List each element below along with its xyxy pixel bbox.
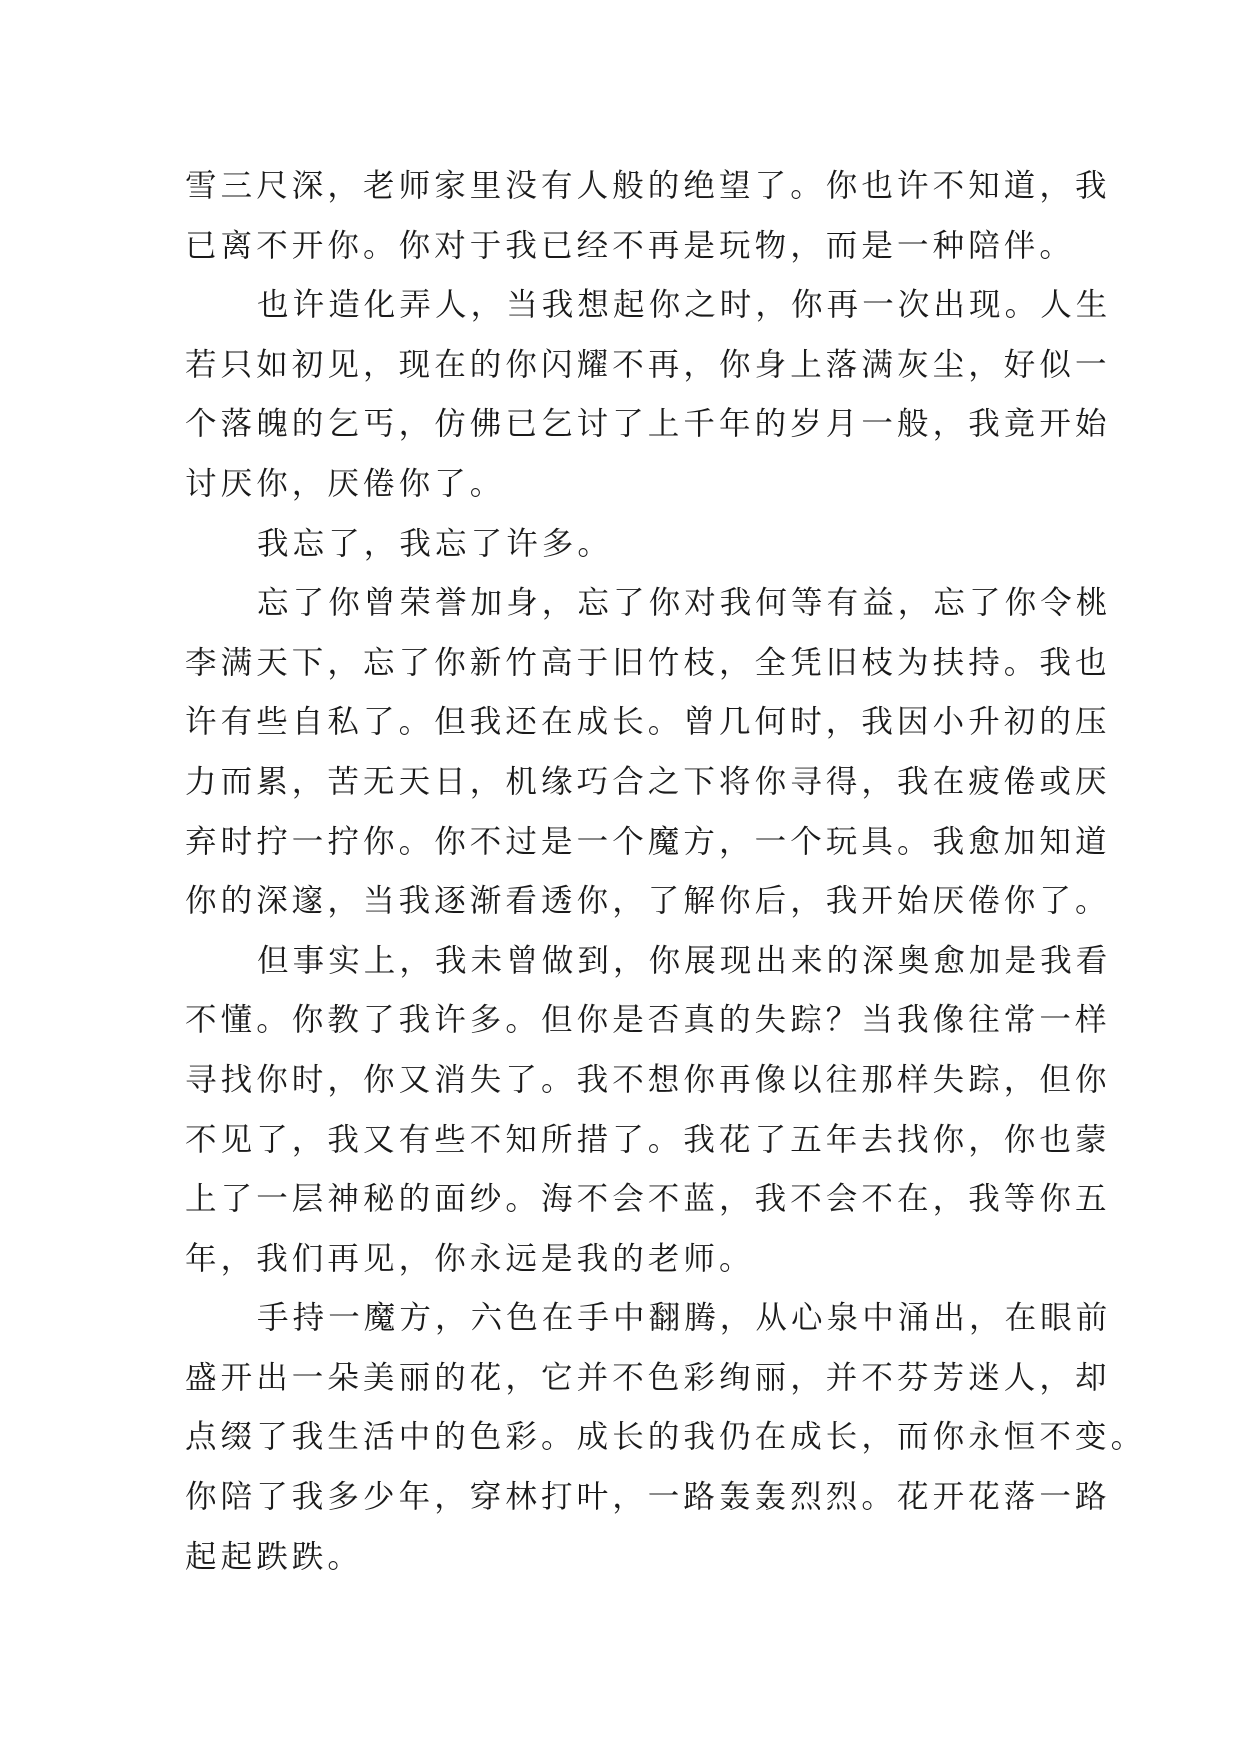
text-line: 点缀了我生活中的色彩。成长的我仍在成长，而你永恒不变。 xyxy=(185,1419,1147,1456)
text-line: 盛开出一朵美丽的花，它并不色彩绚丽，并不芬芳迷人，却 xyxy=(185,1359,1111,1396)
text-line: 年，我们再见，你永远是我的老师。 xyxy=(185,1240,755,1277)
text-line: 寻找你时，你又消失了。我不想你再像以往那样失踪，但你 xyxy=(185,1061,1111,1098)
text-line: 个落魄的乞丐，仿佛已乞讨了上千年的岁月一般，我竟开始 xyxy=(185,406,1111,443)
text-line: 许有些自私了。但我还在成长。曾几何时，我因小升初的压 xyxy=(185,704,1111,741)
text-line: 弃时拧一拧你。你不过是一个魔方，一个玩具。我愈加知道 xyxy=(185,823,1111,860)
text-line: 不见了，我又有些不知所措了。我花了五年去找你，你也蒙 xyxy=(185,1121,1111,1158)
text-line: 忘了你曾荣誉加身，忘了你对我何等有益，忘了你令桃 xyxy=(257,585,1112,622)
text-line: 你陪了我多少年，穿林打叶，一路轰轰烈烈。花开花落一路 xyxy=(185,1479,1111,1516)
text-line: 李满天下，忘了你新竹高于旧竹枝，全凭旧枝为扶持。我也 xyxy=(185,644,1111,681)
text-line: 上了一层神秘的面纱。海不会不蓝，我不会不在，我等你五 xyxy=(185,1181,1111,1218)
text-line: 若只如初见，现在的你闪耀不再，你身上落满灰尘，好似一 xyxy=(185,346,1111,383)
text-line: 我忘了，我忘了许多。 xyxy=(257,525,614,562)
text-line: 手持一魔方，六色在手中翻腾，从心泉中涌出，在眼前 xyxy=(257,1300,1112,1337)
text-line: 你的深邃，当我逐渐看透你，了解你后，我开始厌倦你了。 xyxy=(185,883,1111,920)
text-line: 力而累，苦无天日，机缘巧合之下将你寻得，我在疲倦或厌 xyxy=(185,763,1111,800)
text-line: 起起跌跌。 xyxy=(185,1538,364,1575)
text-line: 不懂。你教了我许多。但你是否真的失踪？当我像往常一样 xyxy=(185,1002,1111,1039)
text-line: 但事实上，我未曾做到，你展现出来的深奥愈加是我看 xyxy=(257,942,1112,979)
text-line: 讨厌你，厌倦你了。 xyxy=(185,465,506,502)
text-line: 已离不开你。你对于我已经不再是玩物，而是一种陪伴。 xyxy=(185,227,1076,264)
text-line: 也许造化弄人，当我想起你之时，你再一次出现。人生 xyxy=(257,287,1112,324)
document-body xyxy=(185,157,1147,1587)
text-line: 雪三尺深，老师家里没有人般的绝望了。你也许不知道，我 xyxy=(185,168,1111,204)
